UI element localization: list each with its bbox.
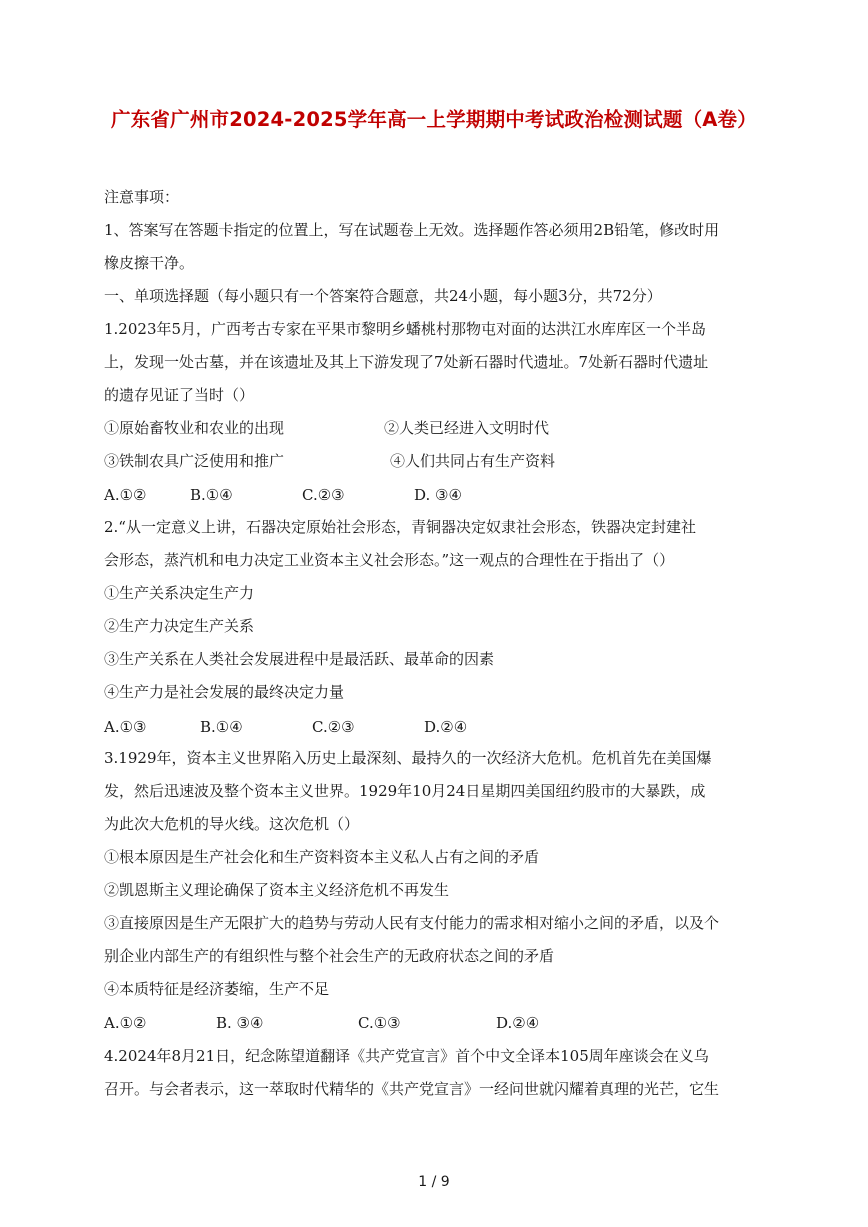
q2-option-c: C.②③ [312,718,355,736]
document-title: 广东省广州市2024-2025学年高一上学期期中考试政治检测试题（A卷） [111,108,757,131]
q1-statement-4: ④人们共同占有生产资料 [390,452,556,470]
q3-option-d: D.②④ [496,1014,540,1032]
q1-option-b: B.①④ [190,486,233,504]
q4-stem-line-2: 召开。与会者表示，这一萃取时代精华的《共产党宣言》一经问世就闪耀着真理的光芒，它生 [104,1080,720,1098]
q3-option-b: B. ③④ [216,1014,264,1032]
page-number: 1 / 9 [418,1174,450,1190]
q3-statement-4: ④本质特征是经济萎缩，生产不足 [104,980,330,998]
q2-statement-4: ④生产力是社会发展的最终决定力量 [104,683,345,701]
q2-option-b: B.①④ [200,718,243,736]
q1-stem-line-1: 1.2023年5月，广西考古专家在平果市黎明乡蟠桃村那物屯对面的达洪江水库库区一个半岛 [104,320,707,338]
q1-statement-2: ②人类已经进入文明时代 [384,419,550,437]
q3-stem-line-3: 为此次大危机的导火线。这次危机（） [104,815,360,833]
q1-stem-line-2: 上，发现一处古墓，并在该遗址及其上下游发现了7处新石器时代遗址。7处新石器时代遗址 [104,353,709,371]
q3-statement-3-line-1: ③直接原因是生产无限扩大的趋势与劳动人民有支付能力的需求相对缩小之间的矛盾，以及个 [104,914,720,932]
q1-option-a: A.①② [104,486,147,504]
q4-stem-line-1: 4.2024年8月21日，纪念陈望道翻译《共产党宣言》首个中文全译本105周年座谈会在义乌 [104,1047,709,1065]
q2-statement-1: ①生产关系决定生产力 [104,584,255,602]
q1-statement-1: ①原始畜牧业和农业的出现 [104,419,285,437]
q3-stem-line-2: 发，然后迅速波及整个资本主义世界。1929年10月24日星期四美国纽约股市的大暴跌，成 [104,782,706,800]
notice-item-1-line-1: 1、答案写在答题卡指定的位置上，写在试题卷上无效。选择题作答必须用2B铅笔，修改时用 [104,221,720,239]
q2-stem-line-2: 会形态，蒸汽机和电力决定工业资本主义社会形态。”这一观点的合理性在于指出了（） [104,551,675,569]
notice-item-1-line-2: 橡皮擦干净。 [104,254,195,272]
q2-statement-2: ②生产力决定生产关系 [104,617,255,635]
q2-stem-line-1: 2.“从一定意义上讲，石器决定原始社会形态，青铜器决定奴隶社会形态，铁器决定封建社 [104,518,696,536]
q1-option-d: D. ③④ [414,486,462,504]
q2-option-a: A.①③ [104,718,147,736]
q3-stem-line-1: 3.1929年，资本主义世界陷入历史上最深刻、最持久的一次经济大危机。危机首先在美国爆 [104,749,712,767]
q3-statement-3-line-2: 别企业内部生产的有组织性与整个社会生产的无政府状态之间的矛盾 [104,947,555,965]
q2-option-d: D.②④ [424,718,468,736]
notice-heading: 注意事项： [104,188,180,206]
section-heading: 一、单项选择题（每小题只有一个答案符合题意，共24小题，每小题3分，共72分） [104,287,662,305]
q3-statement-2: ②凯恩斯主义理论确保了资本主义经济危机不再发生 [104,881,450,899]
q1-stem-line-3: 的遗存见证了当时（） [104,386,255,404]
q2-statement-3: ③生产关系在人类社会发展进程中是最活跃、最革命的因素 [104,650,495,668]
q3-statement-1: ①根本原因是生产社会化和生产资料资本主义私人占有之间的矛盾 [104,848,540,866]
q1-option-c: C.②③ [302,486,345,504]
q3-option-c: C.①③ [358,1014,401,1032]
q3-option-a: A.①② [104,1014,147,1032]
q1-statement-3: ③铁制农具广泛使用和推广 [104,452,285,470]
